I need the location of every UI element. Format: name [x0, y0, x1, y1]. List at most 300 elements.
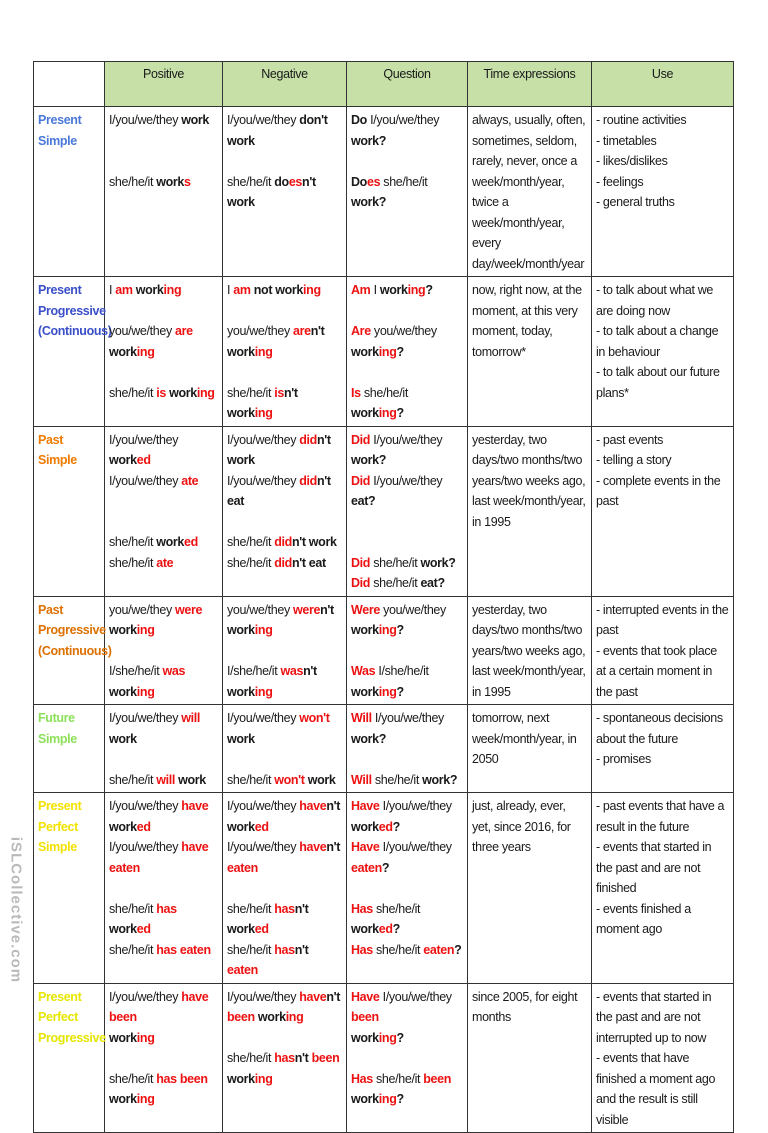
- text-run: eaten: [423, 942, 455, 957]
- text-run: - events that took place at a certain moment in the past: [596, 643, 717, 699]
- text-run: I: [370, 283, 380, 297]
- text-run: yesterday, two days/two months/two years/two weeks ago, last week/month/year, in 1995: [472, 602, 586, 699]
- cell-line: [351, 987, 463, 1028]
- text-run: been: [311, 1051, 340, 1065]
- text-run: Has: [351, 1071, 373, 1086]
- row-present-perfect-simple: [34, 793, 734, 984]
- row-present-simple: [34, 107, 734, 277]
- text-run: ing: [254, 623, 273, 637]
- text-run: es: [366, 174, 381, 189]
- text-run: Will: [351, 772, 372, 787]
- text-run: she/he/it: [227, 174, 275, 189]
- text-run: I/you/we/they: [109, 711, 182, 725]
- cell-line: [472, 708, 587, 770]
- text-run: work: [109, 623, 137, 637]
- time-expressions-cell: [468, 793, 592, 984]
- positive-cell: [105, 277, 223, 427]
- text-run: work?: [422, 772, 458, 787]
- cell-line: [227, 817, 342, 838]
- text-run: - promises: [596, 752, 651, 766]
- cell-line: [227, 172, 342, 213]
- cell-line: [109, 532, 218, 553]
- text-run: Will: [351, 711, 372, 725]
- text-run: she/he/it: [370, 555, 421, 570]
- cell-line: [596, 362, 729, 403]
- cell-line: [109, 553, 218, 574]
- text-run: work: [132, 283, 164, 297]
- text-run: n't work: [227, 432, 331, 467]
- text-run: Did: [351, 432, 371, 447]
- cell-line: [227, 661, 342, 702]
- text-run: did: [299, 473, 317, 488]
- cell-line: [351, 641, 463, 662]
- text-run: were: [292, 602, 321, 617]
- cell-line: [109, 770, 218, 791]
- text-run: work: [156, 174, 185, 189]
- text-run: did: [274, 555, 292, 570]
- text-run: ing: [136, 1092, 155, 1106]
- cell-line: [351, 110, 463, 151]
- text-run: ing: [196, 385, 215, 400]
- text-run: ate: [181, 473, 199, 488]
- time-expressions-cell: [468, 596, 592, 705]
- text-run: eaten: [109, 860, 140, 875]
- text-run: work?: [351, 453, 387, 467]
- cell-line: [351, 342, 463, 363]
- text-run: - to talk about our future plans*: [596, 365, 720, 400]
- text-run: n't: [320, 602, 334, 617]
- text-run: Has: [351, 942, 373, 957]
- text-run: has: [274, 942, 295, 957]
- text-run: - likes/dislikes: [596, 154, 668, 168]
- text-run: - to talk about what we are doing now: [596, 283, 714, 318]
- text-run: - to talk about a change in behaviour: [596, 324, 719, 359]
- text-run: work: [181, 113, 210, 127]
- text-run: I/you/we/they: [227, 711, 300, 725]
- cell-line: [227, 600, 342, 621]
- row-past-progressive: [34, 596, 734, 705]
- text-run: I/you/we/they: [379, 989, 452, 1004]
- cell-line: [351, 708, 463, 749]
- cell-line: [227, 858, 342, 879]
- cell-line: [109, 430, 218, 471]
- use-cell: [592, 596, 734, 705]
- cell-line: [472, 796, 587, 858]
- text-run: I/you/we/they: [227, 473, 300, 488]
- text-run: I/she/he/it: [227, 664, 281, 678]
- cell-line: [596, 172, 729, 193]
- cell-line: [351, 362, 463, 383]
- text-run: have been: [109, 989, 209, 1024]
- cell-line: [109, 796, 218, 817]
- text-run: are: [292, 324, 311, 338]
- cell-line: [227, 553, 342, 574]
- cell-line: [596, 796, 729, 837]
- text-run: n't: [326, 799, 341, 813]
- text-run: n't: [310, 324, 325, 338]
- cell-line: [227, 987, 342, 1008]
- cell-line: [351, 858, 463, 879]
- text-run: she/he/it: [227, 942, 275, 957]
- cell-line: [227, 620, 342, 641]
- text-run: ing: [378, 344, 397, 359]
- cell-line: [351, 837, 463, 858]
- text-run: I: [109, 283, 116, 297]
- cell-line: [227, 940, 342, 981]
- cell-line: [596, 430, 729, 451]
- text-run: she/he/it: [109, 942, 157, 957]
- cell-line: [109, 151, 218, 172]
- text-run: work: [254, 1010, 286, 1024]
- text-run: Were: [351, 602, 380, 617]
- text-run: are: [174, 324, 193, 338]
- text-run: n't work: [227, 174, 316, 209]
- tense-future-simple: Future Simple: [34, 705, 105, 793]
- text-run: ed: [136, 922, 151, 936]
- question-cell: [347, 705, 468, 793]
- text-run: she/he/it: [372, 942, 424, 957]
- text-run: ing: [285, 1010, 304, 1024]
- text-run: n't: [326, 840, 341, 854]
- text-run: eat?: [420, 576, 445, 590]
- text-run: have: [299, 840, 327, 854]
- cell-line: [472, 280, 587, 362]
- use-cell: [592, 983, 734, 1133]
- text-run: ed: [378, 922, 393, 936]
- text-run: eat?: [351, 494, 376, 508]
- text-run: Do: [351, 113, 367, 127]
- text-run: not work: [250, 283, 304, 297]
- negative-cell: [223, 983, 347, 1133]
- cell-line: [351, 940, 463, 961]
- text-run: ing: [378, 1030, 397, 1045]
- cell-line: [351, 383, 463, 424]
- cell-line: [227, 641, 342, 662]
- text-run: am: [233, 283, 251, 297]
- text-run: ?: [396, 1092, 404, 1106]
- text-run: has: [274, 1051, 295, 1065]
- cell-line: [109, 362, 218, 383]
- text-run: was: [162, 664, 186, 678]
- cell-line: [227, 837, 342, 858]
- cell-line: [109, 817, 218, 838]
- text-run: she/he/it: [227, 555, 275, 570]
- grammar-tenses-table: [33, 61, 734, 1133]
- negative-cell: [223, 793, 347, 984]
- text-run: she/he/it: [227, 535, 275, 549]
- text-run: you/we/they: [370, 324, 437, 338]
- cell-line: [596, 321, 729, 362]
- header-row: [34, 62, 734, 107]
- text-run: yesterday, two days/two months/two years/two weeks ago, last week/month/year, in 1995: [472, 432, 586, 529]
- cell-line: [227, 280, 342, 301]
- text-run: ed: [254, 819, 269, 834]
- text-run: won't: [299, 711, 330, 725]
- text-run: - timetables: [596, 133, 657, 148]
- cell-line: [227, 151, 342, 172]
- cell-line: [351, 321, 463, 342]
- text-run: n't work: [227, 664, 317, 699]
- time-expressions-cell: [468, 107, 592, 277]
- text-run: ?: [392, 922, 400, 936]
- text-run: ?: [396, 344, 404, 359]
- text-run: I/you/we/they: [227, 799, 300, 813]
- text-run: Has: [351, 901, 373, 916]
- text-run: work: [156, 535, 185, 549]
- text-run: I/you/we/they: [366, 113, 440, 127]
- corner-cell: [34, 62, 105, 107]
- text-run: n't: [294, 942, 309, 957]
- cell-line: [227, 362, 342, 383]
- text-run: Have: [351, 840, 380, 854]
- tense-present-simple: Present Simple: [34, 107, 105, 277]
- text-run: - events that started in the past and are not interrupted up to now: [596, 989, 712, 1045]
- text-run: Did: [351, 555, 371, 570]
- cell-line: [109, 641, 218, 662]
- text-run: is: [156, 385, 166, 400]
- cell-line: [109, 837, 218, 858]
- text-run: ing: [136, 684, 155, 699]
- text-run: I/you/we/they: [227, 840, 300, 854]
- text-run: n't: [294, 1051, 312, 1065]
- cell-line: [227, 749, 342, 770]
- text-run: - past events: [596, 432, 664, 447]
- text-run: don't work: [227, 113, 328, 148]
- cell-line: [109, 383, 218, 404]
- text-run: been: [423, 1071, 452, 1086]
- text-run: now, right now, at the moment, at this very moment, today, tomorrow*: [472, 283, 582, 359]
- use-cell: [592, 793, 734, 984]
- text-run: ?: [454, 942, 462, 957]
- text-run: ing: [407, 283, 426, 297]
- text-run: has been: [156, 1071, 208, 1086]
- text-run: I/she/he/it: [375, 664, 429, 678]
- cell-line: [109, 131, 218, 152]
- cell-line: [109, 280, 218, 301]
- text-run: Have: [351, 989, 380, 1004]
- cell-line: [227, 471, 342, 512]
- time-expressions-cell: [468, 983, 592, 1133]
- text-run: always, usually, often, sometimes, seldom, rarely, never, once a week/month/year, twice a week/month/year, every day/week/month/year: [472, 113, 586, 271]
- text-run: ed: [378, 819, 393, 834]
- question-cell: [347, 793, 468, 984]
- text-run: you/we/they: [109, 324, 175, 338]
- text-run: work?: [351, 133, 387, 148]
- cell-line: [109, 110, 218, 131]
- text-run: ing: [254, 344, 273, 359]
- cell-line: [227, 796, 342, 817]
- negative-cell: [223, 596, 347, 705]
- cell-line: [351, 620, 463, 641]
- text-run: - routine activities: [596, 113, 687, 127]
- text-run: - spontaneous decisions about the future: [596, 711, 723, 746]
- watermark: [5, 810, 27, 1010]
- cell-line: [227, 430, 342, 471]
- text-run: n't work: [227, 901, 309, 936]
- text-run: ?: [396, 623, 404, 637]
- text-run: work: [165, 385, 197, 400]
- cell-line: [227, 321, 342, 342]
- text-run: ing: [136, 623, 155, 637]
- negative-cell: [223, 705, 347, 793]
- cell-line: [227, 1069, 342, 1090]
- use-cell: [592, 107, 734, 277]
- cell-line: [351, 749, 463, 770]
- header-question: Question: [347, 62, 468, 107]
- cell-line: [596, 641, 729, 703]
- text-run: have: [181, 840, 209, 854]
- text-run: work: [109, 731, 137, 746]
- cell-line: [227, 383, 342, 424]
- text-run: - events finished a moment ago: [596, 901, 691, 936]
- text-run: work: [109, 819, 137, 834]
- cell-line: [109, 620, 218, 641]
- question-cell: [347, 277, 468, 427]
- header-negative: Negative: [223, 62, 347, 107]
- cell-line: [596, 110, 729, 131]
- text-run: work: [351, 1030, 379, 1045]
- text-run: work: [109, 1030, 137, 1045]
- text-run: ing: [254, 406, 273, 420]
- text-run: Is: [351, 385, 361, 400]
- cell-line: [472, 110, 587, 274]
- positive-cell: [105, 793, 223, 984]
- text-run: Have: [351, 799, 380, 813]
- cell-line: [109, 1089, 218, 1110]
- text-run: has eaten: [156, 942, 211, 957]
- text-run: work: [351, 1092, 379, 1106]
- text-run: n't eat: [291, 555, 326, 570]
- cell-line: [351, 532, 463, 553]
- cell-line: [472, 987, 587, 1028]
- cell-line: [351, 770, 463, 791]
- text-run: ?: [396, 684, 404, 699]
- text-run: ?: [396, 406, 404, 420]
- row-present-progressive: [34, 277, 734, 427]
- cell-line: [472, 600, 587, 703]
- text-run: she/he/it: [227, 1051, 275, 1065]
- text-run: am: [115, 283, 133, 297]
- text-run: is: [274, 385, 284, 400]
- negative-cell: [223, 277, 347, 427]
- question-cell: [347, 983, 468, 1133]
- text-run: - interrupted events in the past: [596, 602, 729, 637]
- text-run: tomorrow, next week/month/year, in 2050: [472, 711, 577, 766]
- cell-line: [596, 987, 729, 1049]
- cell-line: [109, 708, 218, 749]
- cell-line: [596, 837, 729, 899]
- text-run: she/he/it: [109, 174, 157, 189]
- text-run: ing: [378, 623, 397, 637]
- text-run: n't work: [227, 385, 298, 420]
- text-run: will: [156, 772, 175, 787]
- cell-line: [351, 1048, 463, 1069]
- text-run: I/you/we/they: [370, 432, 443, 447]
- use-cell: [592, 426, 734, 596]
- positive-cell: [105, 426, 223, 596]
- cell-line: [596, 899, 729, 940]
- text-run: ing: [254, 1071, 273, 1086]
- cell-line: [596, 708, 729, 749]
- text-run: she/he/it: [109, 555, 157, 570]
- text-run: work: [227, 819, 255, 834]
- negative-cell: [223, 426, 347, 596]
- text-run: I/you/we/they: [109, 432, 179, 447]
- text-run: you/we/they: [109, 602, 175, 617]
- text-run: work: [351, 623, 379, 637]
- text-run: she/he/it: [227, 772, 275, 787]
- text-run: did: [299, 432, 317, 447]
- text-run: work: [109, 1092, 137, 1106]
- text-run: Am: [351, 283, 371, 297]
- cell-line: [109, 512, 218, 533]
- cell-line: [227, 878, 342, 899]
- text-run: I/you/we/they: [109, 989, 182, 1004]
- text-run: ing: [254, 684, 273, 699]
- text-run: do: [274, 174, 289, 189]
- cell-line: [109, 301, 218, 322]
- header-positive: Positive: [105, 62, 223, 107]
- cell-line: [109, 1028, 218, 1049]
- text-run: work?: [351, 731, 387, 746]
- cell-line: [351, 553, 463, 574]
- text-run: I/you/we/they: [379, 799, 452, 813]
- cell-line: [351, 301, 463, 322]
- text-run: Did: [351, 473, 371, 488]
- cell-line: [109, 321, 218, 362]
- cell-line: [227, 770, 342, 791]
- text-run: ing: [136, 344, 155, 359]
- cell-line: [351, 430, 463, 471]
- text-run: ate: [156, 555, 174, 570]
- text-run: ing: [136, 1030, 155, 1045]
- cell-line: [351, 512, 463, 533]
- text-run: I: [227, 283, 234, 297]
- text-run: ?: [396, 1030, 404, 1045]
- cell-line: [109, 491, 218, 512]
- cell-line: [227, 1028, 342, 1049]
- cell-line: [596, 151, 729, 172]
- tense-present-perfect-simple: Present Perfect Simple: [34, 793, 105, 984]
- text-run: n't work: [291, 535, 337, 549]
- text-run: - events that started in the past and are not finished: [596, 840, 712, 895]
- text-run: since 2005, for eight months: [472, 989, 578, 1024]
- text-run: Was: [351, 664, 376, 678]
- cell-line: [351, 796, 463, 817]
- text-run: she/he/it: [371, 772, 423, 787]
- use-cell: [592, 277, 734, 427]
- text-run: work: [351, 344, 379, 359]
- text-run: ?: [425, 283, 433, 297]
- cell-line: [596, 450, 729, 471]
- tense-past-progressive: Past Progressive (Continuous): [34, 596, 105, 705]
- time-expressions-cell: [468, 705, 592, 793]
- text-run: work: [109, 344, 137, 359]
- text-run: she/he/it: [109, 385, 157, 400]
- text-run: I/you/we/they: [370, 473, 443, 488]
- text-run: - events that have finished a moment ago and the result is still visible: [596, 1051, 716, 1127]
- text-run: work: [109, 453, 137, 467]
- text-run: work: [351, 406, 379, 420]
- cell-line: [351, 1069, 463, 1090]
- text-run: she/he/it: [109, 535, 157, 549]
- text-run: - past events that have a result in the future: [596, 799, 725, 834]
- cell-line: [109, 878, 218, 899]
- text-run: you/we/they: [227, 602, 293, 617]
- text-run: ?: [381, 860, 390, 875]
- text-run: have: [299, 989, 327, 1004]
- text-run: work: [379, 283, 408, 297]
